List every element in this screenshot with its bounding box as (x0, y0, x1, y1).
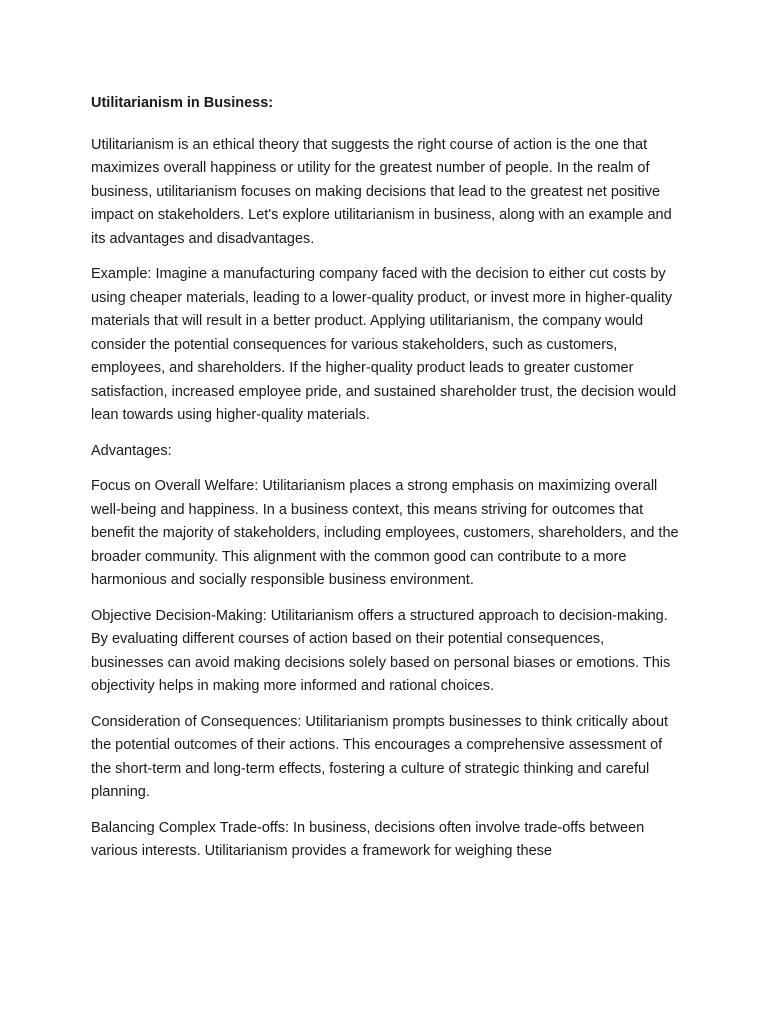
advantages-heading: Advantages: (91, 442, 172, 459)
example-paragraph: Example: Imagine a manufacturing company faced with the decision to either cut costs by using cheaper materials, leading to a lower-quality product, or invest more in higher-quality materials that will result in a better product. Applying utilitarianism, the company would consider the potential consequences for various stakeholders, such as customers, employees, and shareholders. If the higher-quality product leads to greater customer satisfaction, increased employee pride, and sustained shareholder trust, the decision would lean towards using higher-quality materials. (91, 266, 677, 423)
advantage-overall-welfare: Focus on Overall Welfare: Utilitarianism places a strong emphasis on maximizing overall well-being and happiness. In a business context, this means striving for outcomes that benefit the majority of stakeholders, including employees, customers, shareholders, and the broader community. This alignment with the common good can contribute to a more harmonious and socially responsible business environment. (91, 478, 679, 588)
advantage-consideration-of-consequences: Consideration of Consequences: Utilitarianism prompts businesses to think critically about the potential outcomes of their actions. This encourages a comprehensive assessment of the short-term and long-term effects, fostering a culture of strategic thinking and careful planning. (91, 713, 669, 800)
advantage-objective-decision-making: Objective Decision-Making: Utilitarianism offers a structured approach to decision-making. By evaluating different courses of action based on their potential consequences, businesses can avoid making decisions solely based on personal biases or emotions. This objectivity helps in making more informed and rational choices. (91, 607, 671, 694)
advantage-balancing-trade-offs: Balancing Complex Trade-offs: In business, decisions often involve trade-offs between various interests. Utilitarianism provides a framework for weighing these (91, 819, 645, 859)
document-title: Utilitarianism in Business: (91, 95, 274, 111)
intro-paragraph: Utilitarianism is an ethical theory that suggests the right course of action is the one that maximizes overall happiness or utility for the greatest number of people. In the realm of business, utilitarianism focuses on making decisions that lead to the greatest net positive impact on stakeholders. Let's explore utilitarianism in business, along with an example and its advantages and disadvantages. (91, 136, 672, 247)
